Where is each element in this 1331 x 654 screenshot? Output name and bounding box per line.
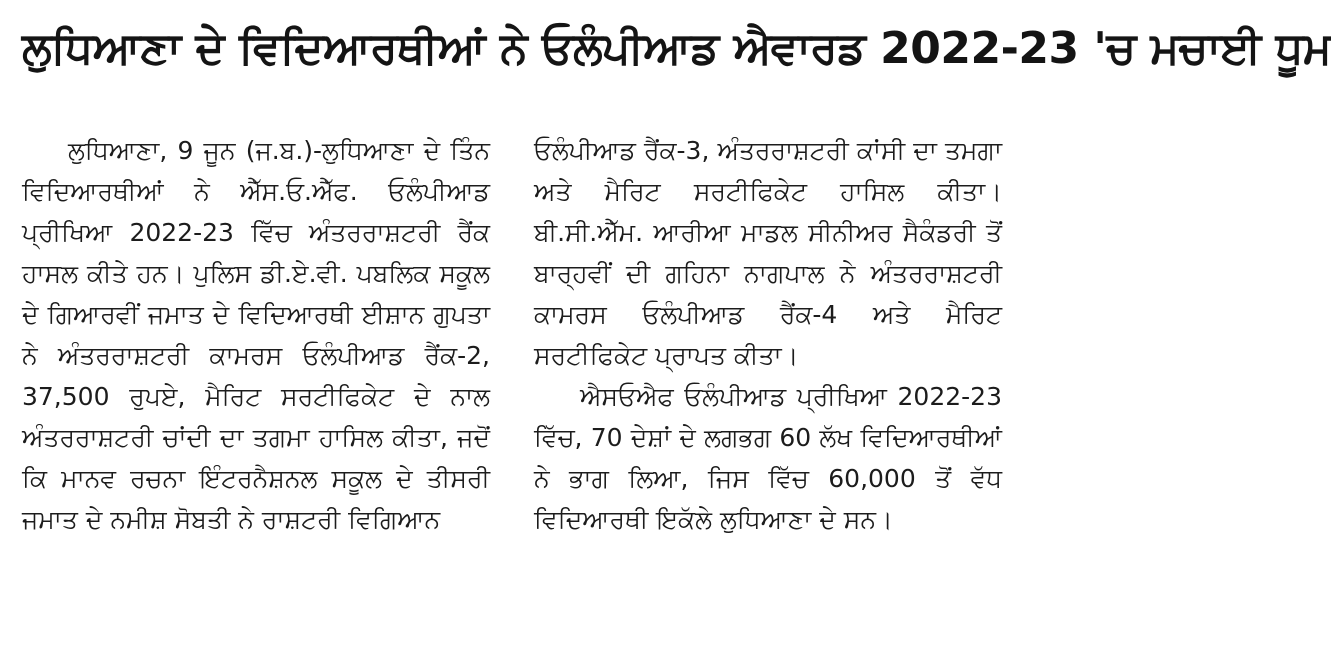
column-left [22, 130, 490, 650]
dateline: ਲੁਧਿਆਣਾ, 9 ਜੂਨ (ਜ.ਬ.)- [68, 136, 323, 165]
article-body [22, 130, 1002, 650]
paragraph: ਓਲੰਪੀਆਡ ਰੈਂਕ-3, ਅੰਤਰਰਾਸ਼ਟਰੀ ਕਾਂਸੀ ਦਾ ਤਮਗਾ ਅਤੇ ਮੈਰਿਟ ਸਰਟੀਫਿਕੇਟ ਹਾਸਿਲ ਕੀਤਾ। ਬੀ.ਸੀ.ਐੱਮ. ਆਰੀਆ ਮਾਡਲ ਸੀਨੀਅਰ ਸੈਕੰਡਰੀ ਤੋਂ ਬਾਰ੍ਹਵੀਂ ਦੀ ਗਹਿਨਾ ਨਾਗਪਾਲ ਨੇ ਅੰਤਰਰਾਸ਼ਟਰੀ ਕਾਮਰਸ ਓਲੰਪੀਆਡ ਰੈਂਕ-4 ਅਤੇ ਮੈਰਿਟ ਸਰਟੀਫਿਕੇਟ ਪ੍ਰਾਪਤ ਕੀਤਾ। [534, 136, 1002, 370]
column-right [534, 130, 1002, 650]
paragraph [22, 130, 490, 540]
paragraph-text: ਲੁਧਿਆਣਾ ਦੇ ਤਿੰਨ ਵਿਦਿਆਰਥੀਆਂ ਨੇ ਐੱਸ.ਓ.ਐੱਫ. ਓਲੰਪੀਆਡ ਪ੍ਰੀਖਿਆ 2022-23 ਵਿੱਚ ਅੰਤਰਰਾਸ਼ਟਰੀ ਰੈਂਕ ਹਾਸਲ ਕੀਤੇ ਹਨ। ਪੁਲਿਸ ਡੀ.ਏ.ਵੀ. ਪਬਲਿਕ ਸਕੂਲ ਦੇ ਗਿਆਰਵੀਂ ਜਮਾਤ ਦੇ ਵਿਦਿਆਰਥੀ ਈਸ਼ਾਨ ਗੁਪਤਾ ਨੇ ਅੰਤਰਰਾਸ਼ਟਰੀ ਕਾਮਰਸ ਓਲੰਪੀਆਡ ਰੈਂਕ-2, 37,500 ਰੁਪਏ, ਮੈਰਿਟ ਸਰਟੀਫਿਕੇਟ ਦੇ ਨਾਲ ਅੰਤਰਰਾਸ਼ਟਰੀ ਚਾਂਦੀ ਦਾ ਤਗਮਾ ਹਾਸਿਲ ਕੀਤਾ, ਜਦੋਂ ਕਿ ਮਾਨਵ ਰਚਨਾ ਇੰਟਰਨੈਸ਼ਨਲ ਸਕੂਲ ਦੇ ਤੀਸਰੀ ਜਮਾਤ ਦੇ ਨਮੀਸ਼ ਸੋਬਤੀ ਨੇ ਰਾਸ਼ਟਰੀ ਵਿਗਿਆਨ [22, 136, 490, 534]
paragraph: ਐਸਓਐਫ ਓਲੰਪੀਆਡ ਪ੍ਰੀਖਿਆ 2022-23 ਵਿੱਚ, 70 ਦੇਸ਼ਾਂ ਦੇ ਲਗਭਗ 60 ਲੱਖ ਵਿਦਿਆਰਥੀਆਂ ਨੇ ਭਾਗ ਲਿਆ, ਜਿਸ ਵਿੱਚ 60,000 ਤੋਂ ਵੱਧ ਵਿਦਿਆਰਥੀ ਇਕੱਲੇ ਲੁਧਿਆਣਾ ਦੇ ਸਨ। [534, 382, 1002, 534]
headline: ਲੁਧਿਆਣਾ ਦੇ ਵਿਦਿਆਰਥੀਆਂ ਨੇ ਓਲੰਪੀਆਡ ਐਵਾਰਡ 2022-23 'ਚ ਮਚਾਈ ਧੂਮ [22, 23, 1331, 74]
